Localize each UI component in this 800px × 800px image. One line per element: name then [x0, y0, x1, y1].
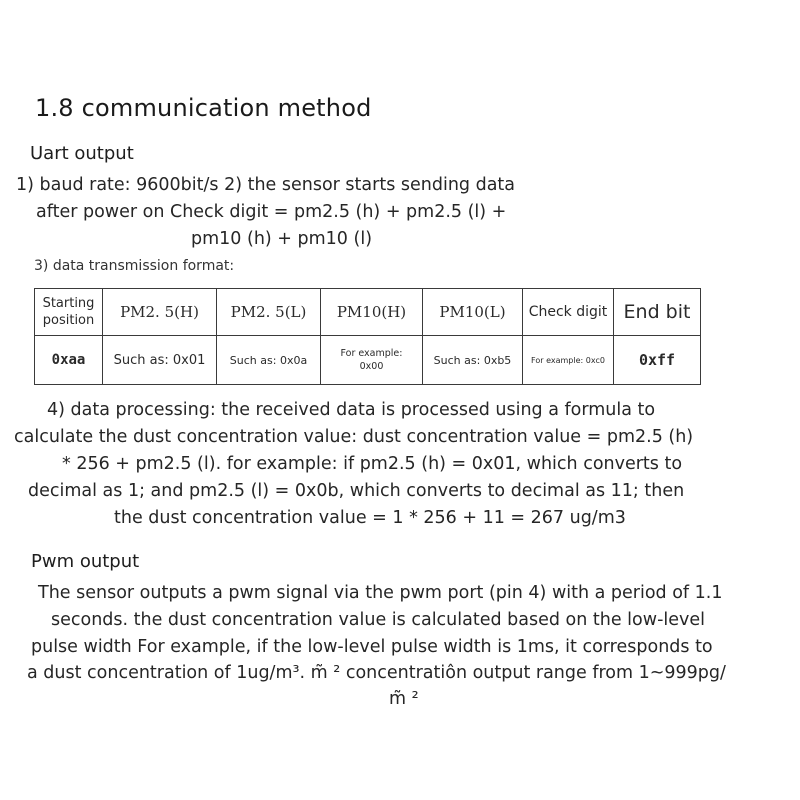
value-pm10-h: For example: 0x00 — [321, 336, 423, 385]
table-header-row — [35, 289, 701, 336]
value-pm25-h: Such as: 0x01 — [103, 336, 217, 385]
header-check-digit: Check digit — [523, 289, 614, 336]
header-end-bit: End bit — [614, 289, 701, 336]
table-value-row — [35, 336, 701, 385]
value-starting-position: 0xaa — [35, 336, 103, 385]
value-pm25-l: Such as: 0x0a — [217, 336, 321, 385]
pwm-line-1: The sensor outputs a pwm signal via the pwm port (pin 4) with a period of 1.1 — [38, 583, 723, 603]
pwm-line-5: m̃ ² — [389, 689, 419, 709]
value-end-bit: 0xff — [614, 336, 701, 385]
uart-line-3: pm10 (h) + pm10 (l) — [191, 229, 373, 249]
header-pm25-h: PM2. 5(H) — [103, 289, 217, 336]
processing-line-4: decimal as 1; and pm2.5 (l) = 0x0b, which converts to decimal as 11; then — [28, 481, 685, 501]
uart-output-title: Uart output — [30, 143, 134, 164]
value-check-digit: For example: 0xc0 — [523, 336, 614, 385]
pwm-line-2: seconds. the dust concentration value is calculated based on the low-level — [51, 610, 705, 630]
header-pm10-h: PM10(H) — [321, 289, 423, 336]
pwm-line-4: a dust concentration of 1ug/m³. m̃ ² concentratiôn output range from 1~999pg/ — [27, 663, 726, 683]
section-heading: 1.8 communication method — [35, 94, 372, 122]
uart-line-2: after power on Check digit = pm2.5 (h) + pm2.5 (l) + — [36, 202, 507, 222]
uart-line-1: 1) baud rate: 9600bit/s 2) the sensor starts sending data — [16, 175, 515, 195]
header-starting-position: Starting position — [35, 289, 103, 336]
format-label: 3) data transmission format: — [34, 258, 235, 274]
processing-line-1: 4) data processing: the received data is processed using a formula to — [47, 400, 656, 420]
pwm-output-title: Pwm output — [31, 551, 140, 572]
value-pm10-l: Such as: 0xb5 — [423, 336, 523, 385]
processing-line-3: * 256 + pm2.5 (l). for example: if pm2.5 (h) = 0x01, which converts to — [62, 454, 683, 474]
processing-line-5: the dust concentration value = 1 * 256 + 11 = 267 ug/m3 — [114, 508, 626, 528]
header-pm10-l: PM10(L) — [423, 289, 523, 336]
header-pm25-l: PM2. 5(L) — [217, 289, 321, 336]
pwm-line-3: pulse width For example, if the low-level pulse width is 1ms, it corresponds to — [31, 637, 713, 657]
data-format-table — [34, 288, 701, 385]
processing-line-2: calculate the dust concentration value: dust concentration value = pm2.5 (h) — [14, 427, 694, 447]
